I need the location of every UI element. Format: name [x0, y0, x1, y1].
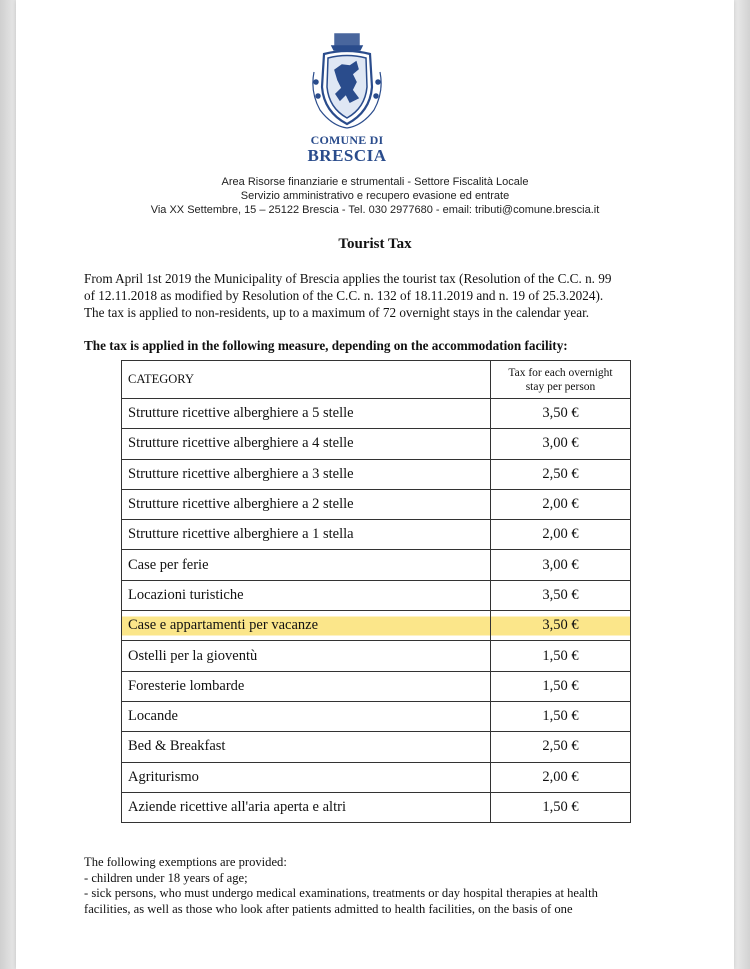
tax-cell: [491, 701, 631, 731]
intro-line-1: From April 1st 2019 the Municipality of Brescia applies the tourist tax (Resolution of the C.C. n. 99: [84, 271, 612, 286]
table-row: [122, 550, 631, 580]
table-header-row: [122, 361, 631, 399]
header-line-3: Via XX Settembre, 15 – 25122 Brescia - Tel. 030 2977680 - email: tributi@comune.brescia.it: [150, 204, 600, 216]
category-label: Case per ferie: [128, 556, 209, 573]
column-header-tax-line-1: Tax for each overnight: [508, 366, 613, 379]
table-row: [122, 701, 631, 731]
tax-cell: [491, 792, 631, 822]
tax-cell: [491, 580, 631, 610]
tax-cell: [491, 641, 631, 671]
table-row: [122, 671, 631, 701]
column-header-tax-line-2: stay per person: [525, 380, 596, 393]
tax-amount: 3,50 €: [542, 405, 579, 422]
category-cell: [122, 520, 491, 550]
table-row: [122, 792, 631, 822]
tax-amount: 1,50 €: [542, 677, 579, 694]
category-label: Strutture ricettive alberghiere a 3 stelle: [128, 465, 354, 482]
tax-amount: 1,50 €: [542, 708, 579, 725]
intro-line-3: The tax is applied to non-residents, up to a maximum of 72 overnight stays in the calendar year.: [84, 305, 590, 320]
table-row: [122, 580, 631, 610]
table-row: [122, 611, 631, 641]
tax-amount: 3,00 €: [542, 556, 579, 573]
tax-cell: [491, 550, 631, 580]
exemptions-section: [84, 855, 684, 917]
category-label: Case e appartamenti per vacanze: [128, 617, 319, 634]
column-header-tax: [491, 361, 631, 399]
comune-logo: [302, 32, 392, 165]
category-cell: [122, 580, 491, 610]
right-margin-shadow: [734, 0, 750, 969]
left-margin-shadow: [0, 0, 16, 969]
tax-cell: [491, 429, 631, 459]
category-cell: [122, 459, 491, 489]
category-cell: [122, 701, 491, 731]
table-body: [122, 399, 631, 823]
tax-amount: 2,00 €: [542, 526, 579, 543]
category-label: Strutture ricettive alberghiere a 5 stelle: [128, 405, 354, 422]
document-title: Tourist Tax: [338, 236, 412, 252]
tax-cell: [491, 671, 631, 701]
tax-cell: [491, 399, 631, 429]
category-label: Bed & Breakfast: [128, 738, 226, 755]
category-cell: [122, 732, 491, 762]
category-label: Strutture ricettive alberghiere a 4 stelle: [128, 435, 354, 452]
category-cell: [122, 429, 491, 459]
exemptions-line-1: The following exemptions are provided:: [84, 855, 287, 869]
measure-heading: The tax is applied in the following measure, depending on the accommodation facility:: [84, 338, 568, 353]
tax-cell: [491, 489, 631, 519]
intro-line-2: of 12.11.2018 as modified by Resolution of the C.C. n. 132 of 18.11.2019 and n. 19 of 25.3.2024).: [84, 288, 604, 303]
tax-amount: 3,00 €: [542, 435, 579, 452]
tax-cell: [491, 459, 631, 489]
category-label: Aziende ricettive all'aria aperta e altri: [128, 799, 346, 815]
table-row: [122, 641, 631, 671]
category-label: Strutture ricettive alberghiere a 2 stelle: [128, 496, 354, 513]
category-label: Ostelli per la gioventù: [128, 647, 258, 664]
category-cell: [122, 641, 491, 671]
category-cell: [122, 489, 491, 519]
table-row: [122, 762, 631, 792]
category-label: Foresterie lombarde: [128, 677, 245, 694]
brescia-coat-of-arms-icon: [302, 32, 392, 132]
category-cell: [122, 399, 491, 429]
tax-cell-highlighted: [491, 611, 631, 641]
header-line-1: Area Risorse finanziarie e strumentali - Settore Fiscalità Locale: [221, 176, 529, 188]
category-cell: [122, 671, 491, 701]
tax-amount: 2,00 €: [542, 496, 579, 513]
category-label: Locazioni turistiche: [128, 586, 244, 603]
table-row: [122, 429, 631, 459]
header-line-2: Servizio amministrativo e recupero evasione ed entrate: [240, 190, 510, 202]
tax-amount: 1,50 €: [542, 647, 579, 664]
table-row: [122, 732, 631, 762]
tax-cell: [491, 762, 631, 792]
exemptions-line-3: - sick persons, who must undergo medical examinations, treatments or day hospital therapies at health: [84, 886, 598, 900]
table-row: [122, 459, 631, 489]
logo-text-comune-di: COMUNE DI: [310, 133, 384, 147]
table-row: [122, 399, 631, 429]
category-label: Locande: [128, 708, 178, 725]
category-cell: [122, 550, 491, 580]
exemptions-line-4: facilities, as well as those who look after patients admitted to health facilities, on the basis of one: [84, 901, 573, 916]
tax-table: [121, 360, 631, 823]
intro-paragraph: [84, 270, 684, 321]
tax-cell: [491, 732, 631, 762]
tax-amount: 2,00 €: [542, 768, 579, 785]
category-label: Agriturismo: [128, 768, 199, 785]
category-label: Strutture ricettive alberghiere a 1 stella: [128, 526, 354, 543]
category-cell: [122, 792, 491, 822]
tax-cell: [491, 520, 631, 550]
tax-amount: 2,50 €: [542, 738, 579, 755]
logo-text-brescia: BRESCIA: [307, 146, 387, 165]
table-row: [122, 489, 631, 519]
tax-amount: 3,50 €: [542, 617, 579, 634]
category-cell-highlighted: [122, 611, 491, 641]
tax-amount: 1,50 €: [542, 799, 579, 815]
column-header-category: CATEGORY: [122, 361, 491, 399]
tax-amount: 3,50 €: [542, 586, 579, 603]
exemptions-line-2: - children under 18 years of age;: [84, 870, 248, 885]
tax-amount: 2,50 €: [542, 465, 579, 482]
table-row: [122, 520, 631, 550]
category-cell: [122, 762, 491, 792]
